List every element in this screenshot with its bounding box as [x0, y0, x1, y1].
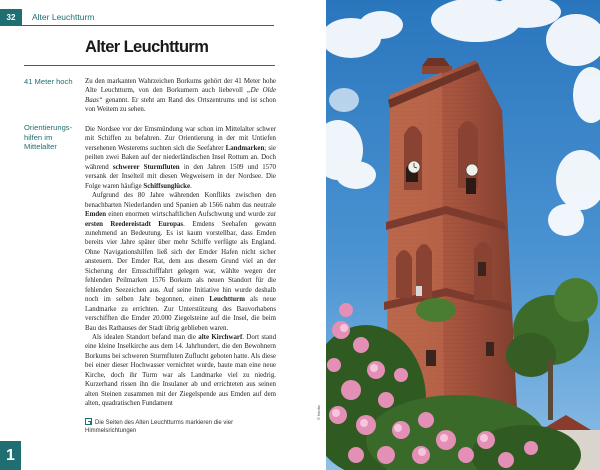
page-title: Alter Leuchtturm [85, 38, 209, 56]
running-head: Alter Leuchtturm [22, 9, 274, 26]
body-text [85, 125, 276, 409]
photo-reference-icon [85, 418, 92, 425]
photo-credit: © fotolia [316, 405, 321, 420]
right-page [326, 0, 600, 470]
chapter-tab: 1 [0, 441, 21, 470]
page-number: 32 [0, 9, 22, 26]
paragraph-emden: Aufgrund des 80 Jahre währenden Konflikts zwischen den benachbarten Niederlanden und Spanien ab 1566 nahm das neutrale Emden einen enormen wirtschaftlichen Aufschwung und wurde zur ersten Reedereistadt Europas. Emdens Seehafen gewann zunehmend an Bedeutung. Es ist kaum vorstellbar, dass Emden bereits vier Jahre später über mehr Schiffe verfügte als England. Ohne Navigationshilfen ließ sich der Emder Hafen nicht sicher ansteuern. Der Emder Rat, dem aus diesem Grund viel an der Sicherung der Emsschifffahrt gelegen war, wählte wegen der fehlenden Peilmarken 1576 Borkum als neuen Standort für die fehlenden Seezeichen aus. Auf seine Initiative hin wurde deshalb noch im selben Jahr begonnen, einen Leuchtturm als neue Landmarke zu errichten. Zur Unterstützung des Bauvorhabens verschifften die Emder 20.000 Ziegelsteine auf die Insel, die beim Bau des Rathauses der Stadt übrig geblieben waren. [85, 192, 276, 332]
lighthouse-photo [326, 0, 600, 470]
paragraph-kirchwarf: Als idealen Standort befand man die alte Kirchwarf. Dort stand eine kleine Inselkirche aus dem 14. Jahrhundert, die den Bewohnern Borkums bei schweren Sturmfluten Zuflucht geboten hatte. Als diese bei einer dieser Hochwasser vernichtet wurde, baute man eine neue Kirche, doch ihr Turm war als Landmarke viel zu niedrig. Kurzerhand rissen ihn die Insulaner ab und errichteten aus seinen alten Steinen zusammen mit der Ziegelspende aus Emden auf dem alten, quadratischen Fundament [85, 333, 277, 408]
page-header [0, 9, 274, 26]
margin-label-height: 41 Meter hoch [24, 77, 73, 86]
margin-label-orientation: Orientierungs-hilfen im Mittelalter [24, 123, 73, 152]
paragraph-medieval: Die Nordsee vor der Emsmündung war schon im Mittelalter schwer mit Schiffen zu befahren. Zur Orientierung in der mit Untiefen versehenen Westerems suchten sich die Seefahrer Landmarken; sie peilten zwei Baken auf der niederländischen Insel Rottum an. Doch während schwerer Sturmfluten in den Jahren 1509 und 1570 versank der Inselteil mit diesen Wegweisern in der Nordsee. Die Folge waren häufige Schiffsunglücke. [85, 126, 276, 190]
title-divider [24, 65, 275, 66]
image-caption: Die Seiten des Alten Leuchtturms markieren die vier Himmelsrichtungen [85, 420, 234, 435]
nickname-italic: „De Olde Baas“ [85, 87, 277, 104]
intro-paragraph: Zu den markanten Wahrzeichen Borkums gehört der 41 Meter hohe Alte Leuchtturm, von den Borkumern auch liebevoll „De Olde Baas“ genannt. Er steht am Rand des Ortszentrums und ist schon von Weitem zu sehen. [85, 78, 277, 114]
